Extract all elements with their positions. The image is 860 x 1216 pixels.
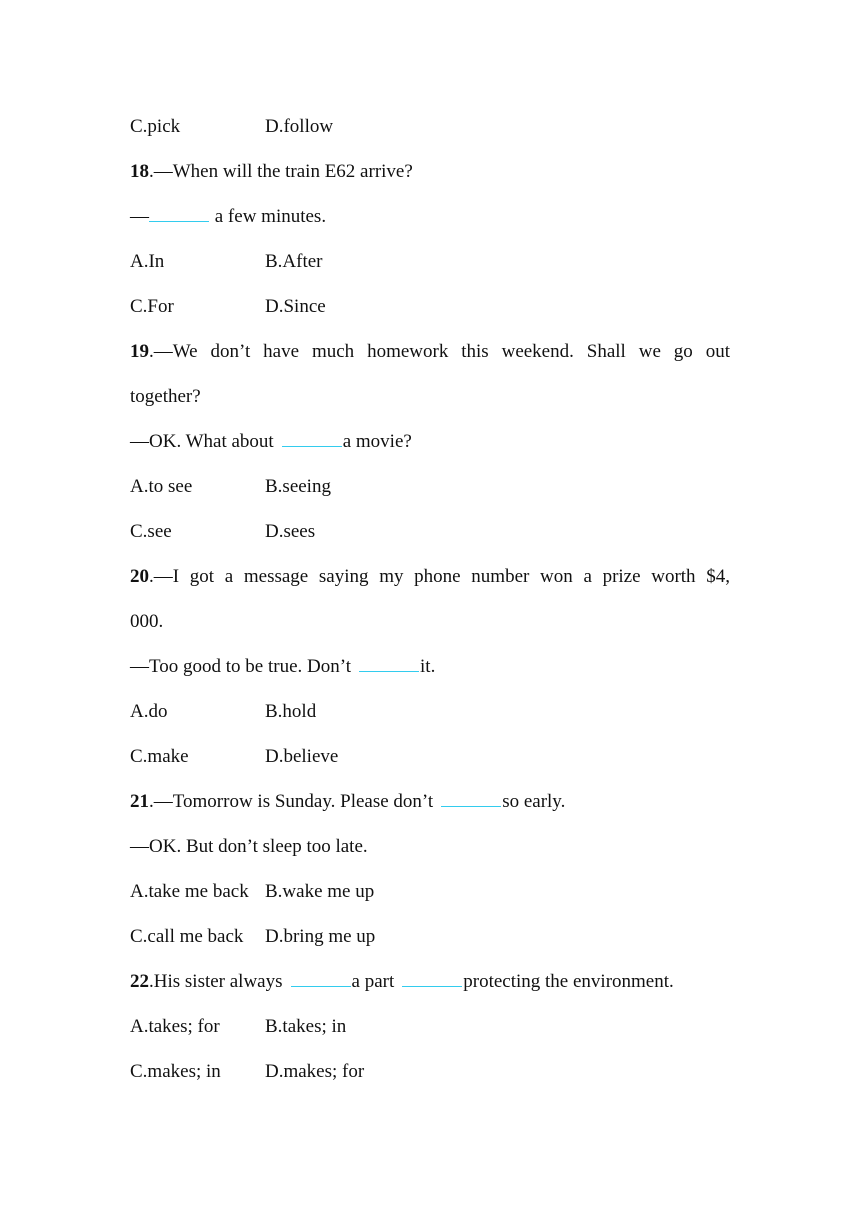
q18-stem bbox=[130, 158, 730, 203]
q18-options-row-1 bbox=[130, 248, 730, 293]
q19-stem-text-1: .—We don’t have much homework this weekend. Shall we go out bbox=[149, 341, 730, 362]
q21-option-a: A.take me back bbox=[130, 881, 249, 902]
q20-option-d: D.believe bbox=[265, 746, 339, 767]
q18-number: 18 bbox=[130, 161, 149, 182]
q19-stem-line-1 bbox=[130, 338, 730, 383]
q20-reply-prefix: —Too good to be true. Don’t bbox=[130, 656, 352, 677]
q22-answer-blank-1[interactable] bbox=[291, 968, 351, 987]
q21-reply-text: —OK. But don’t sleep too late. bbox=[130, 836, 368, 857]
q18-answer-blank[interactable] bbox=[149, 203, 209, 222]
q22-options-row-2 bbox=[130, 1058, 730, 1103]
q19-options-row-1 bbox=[130, 473, 730, 518]
q22-option-d: D.makes; for bbox=[265, 1061, 365, 1082]
q20-number: 20 bbox=[130, 566, 149, 587]
q22-stem-mid: a part bbox=[351, 971, 395, 992]
q21-options-row-1 bbox=[130, 878, 730, 923]
q22-stem-prefix: .His sister always bbox=[149, 971, 283, 992]
q20-reply-suffix: it. bbox=[420, 656, 436, 677]
q20-option-c: C.make bbox=[130, 746, 189, 767]
q21-stem-prefix: .—Tomorrow is Sunday. Please don’t bbox=[149, 791, 434, 812]
q19-answer-blank[interactable] bbox=[282, 428, 342, 447]
q18-option-c: C.For bbox=[130, 296, 174, 317]
q22-option-b: B.takes; in bbox=[265, 1016, 347, 1037]
q22-option-a: A.takes; for bbox=[130, 1016, 220, 1037]
q18-option-d: D.Since bbox=[265, 296, 326, 317]
q20-options-row-2 bbox=[130, 743, 730, 788]
q20-stem-text-2: 000. bbox=[130, 611, 164, 632]
q22-options-row-1 bbox=[130, 1013, 730, 1058]
q20-stem-text-1: .—I got a message saying my phone number won a prize worth $4, bbox=[149, 566, 730, 587]
q19-option-d: D.sees bbox=[265, 521, 316, 542]
q19-option-c: C.see bbox=[130, 521, 172, 542]
q20-option-b: B.hold bbox=[265, 701, 317, 722]
q18-option-b: B.After bbox=[265, 251, 323, 272]
q20-reply bbox=[130, 653, 730, 698]
q18-reply-prefix: — bbox=[130, 206, 149, 227]
q22-stem-suffix: protecting the environment. bbox=[463, 971, 674, 992]
q20-stem-line-1 bbox=[130, 563, 730, 608]
q22-number: 22 bbox=[130, 971, 149, 992]
q21-option-d: D.bring me up bbox=[265, 926, 376, 947]
q20-options-row-1 bbox=[130, 698, 730, 743]
q18-stem-text: .—When will the train E62 arrive? bbox=[149, 161, 413, 182]
q21-reply bbox=[130, 833, 730, 878]
q19-options-row-2 bbox=[130, 518, 730, 563]
q19-number: 19 bbox=[130, 341, 149, 362]
q17-options-row-2 bbox=[130, 113, 730, 158]
worksheet-page bbox=[130, 113, 730, 1103]
q18-reply-suffix: a few minutes. bbox=[210, 206, 327, 227]
q22-answer-blank-2[interactable] bbox=[402, 968, 462, 987]
q21-answer-blank[interactable] bbox=[441, 788, 501, 807]
q21-option-b: B.wake me up bbox=[265, 881, 375, 902]
q19-stem-text-2: together? bbox=[130, 386, 201, 407]
q21-options-row-2 bbox=[130, 923, 730, 968]
q18-reply bbox=[130, 203, 730, 248]
q17-option-d: D.follow bbox=[265, 116, 334, 137]
q20-answer-blank[interactable] bbox=[359, 653, 419, 672]
q22-option-c: C.makes; in bbox=[130, 1061, 221, 1082]
q19-option-b: B.seeing bbox=[265, 476, 331, 497]
q19-stem-line-2 bbox=[130, 383, 730, 428]
q21-stem-suffix: so early. bbox=[502, 791, 566, 812]
q19-option-a: A.to see bbox=[130, 476, 193, 497]
q21-option-c: C.call me back bbox=[130, 926, 244, 947]
q18-options-row-2 bbox=[130, 293, 730, 338]
q20-stem-line-2 bbox=[130, 608, 730, 653]
q22-stem bbox=[130, 968, 730, 1013]
q21-number: 21 bbox=[130, 791, 149, 812]
q18-option-a: A.In bbox=[130, 251, 165, 272]
q20-option-a: A.do bbox=[130, 701, 168, 722]
q17-option-c: C.pick bbox=[130, 116, 181, 137]
q19-reply bbox=[130, 428, 730, 473]
q21-stem bbox=[130, 788, 730, 833]
q19-reply-prefix: —OK. What about bbox=[130, 431, 274, 452]
q19-reply-suffix: a movie? bbox=[342, 431, 412, 452]
